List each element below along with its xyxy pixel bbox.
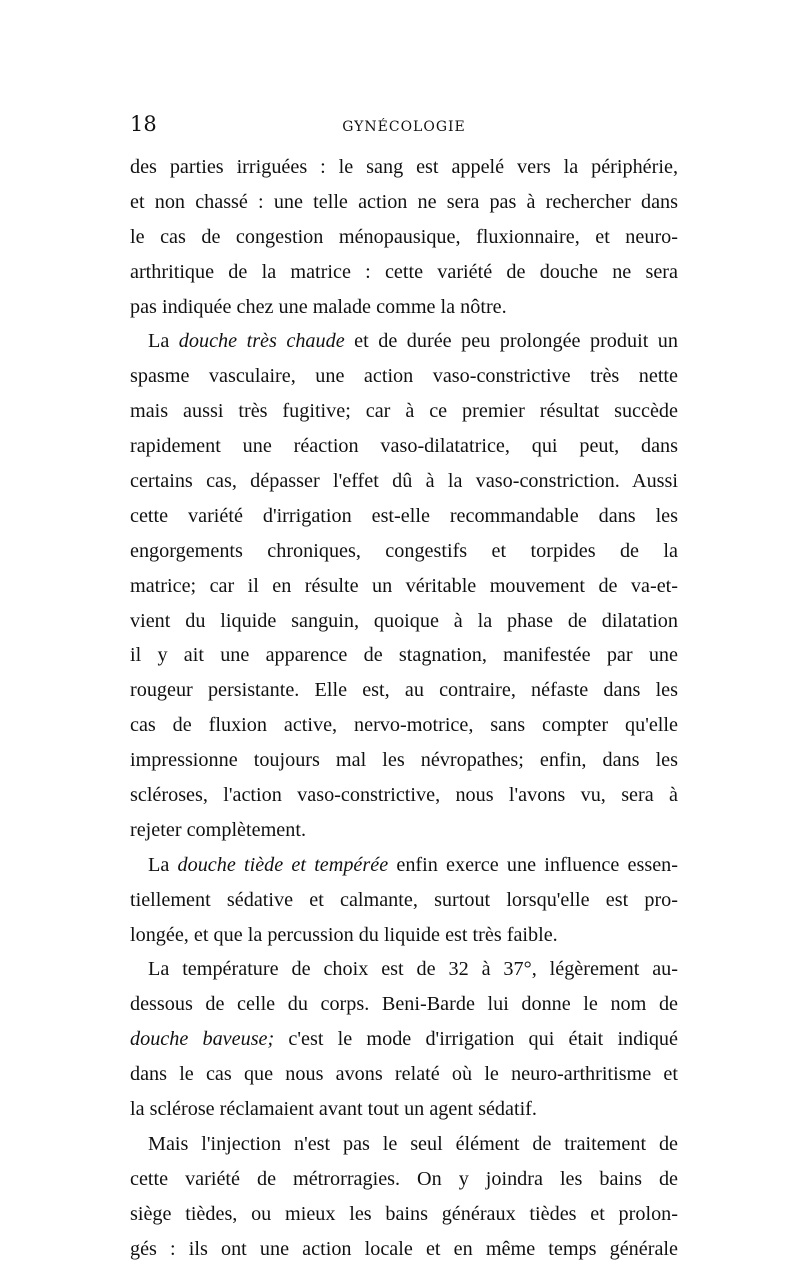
text-line (130, 987, 678, 1022)
running-header (130, 112, 678, 142)
text-run: des parties irriguées : le sang est appelé vers la périphérie, (130, 156, 678, 178)
text-line (130, 185, 678, 220)
italic-term: douche très chaude (178, 330, 345, 353)
text-run: arthritique de la matrice : cette variété de douche ne sera (130, 260, 678, 283)
text-line (130, 220, 678, 255)
page-number: 18 (130, 112, 157, 136)
text-line (130, 813, 678, 848)
text-run: longée, et que la percussion du liquide est très faible. (130, 923, 558, 946)
italic-term: douche baveuse; (130, 1028, 275, 1051)
text-run: mais aussi très fugitive; car à ce premier résultat succède (130, 400, 678, 423)
running-title: GYNÉCOLOGIE (342, 119, 466, 135)
text-run: gés : ils ont une action locale et en même temps générale (130, 1237, 678, 1260)
text-run: Mais l'injection n'est pas le seul élément de traitement de (148, 1132, 678, 1155)
text-line (130, 255, 678, 290)
text-run: rougeur persistante. Elle est, au contraire, néfaste dans les (130, 679, 678, 702)
text-run: rejeter complètement. (130, 818, 306, 841)
text-line (130, 918, 678, 953)
text-line (130, 883, 678, 918)
text-run: matrice; car il en résulte un véritable mouvement de va-et- (130, 574, 678, 597)
text-line (130, 604, 678, 639)
text-line (130, 499, 678, 534)
text-run: vient du liquide sanguin, quoique à la phase de dilatation (130, 609, 678, 632)
text-line (130, 848, 678, 883)
text-run: certains cas, dépasser l'effet dû à la vaso-constriction. Aussi (130, 470, 678, 493)
text-run: La (148, 853, 178, 876)
text-line (130, 150, 678, 185)
body-text (130, 150, 678, 1267)
text-run: et de durée peu prolongée produit un (344, 330, 678, 353)
text-line (130, 464, 678, 499)
text-run: le cas de congestion ménopausique, fluxionnaire, et neuro- (130, 225, 678, 248)
text-line (130, 569, 678, 604)
text-run: cette variété de métrorragies. On y joindra les bains de (130, 1167, 678, 1190)
text-run: siège tièdes, ou mieux les bains généraux tièdes et prolon- (130, 1202, 678, 1225)
text-run: cette variété d'irrigation est-elle recommandable dans les (130, 504, 678, 527)
text-line (130, 359, 678, 394)
text-line (130, 1057, 678, 1092)
text-run: tiellement sédative et calmante, surtout lorsqu'elle est pro- (130, 888, 678, 911)
text-line (130, 429, 678, 464)
text-line (130, 394, 678, 429)
text-line (130, 1092, 678, 1127)
text-line (130, 743, 678, 778)
text-line (130, 673, 678, 708)
text-run: la sclérose réclamaient avant tout un agent sédatif. (130, 1098, 537, 1121)
text-run: pas indiquée chez une malade comme la nôtre. (130, 295, 507, 318)
text-line (130, 638, 678, 673)
text-run: rapidement une réaction vaso-dilatatrice, qui peut, dans (130, 435, 678, 458)
text-run: La (148, 330, 179, 353)
text-run: il y ait une apparence de stagnation, manifestée par une (130, 644, 678, 667)
text-line (130, 534, 678, 569)
text-line (130, 1022, 678, 1057)
text-run: c'est le mode d'irrigation qui était indiqué (274, 1028, 678, 1051)
text-line (130, 1162, 678, 1197)
text-run: dans le cas que nous avons relaté où le neuro-arthritisme et (130, 1063, 678, 1086)
text-line (130, 708, 678, 743)
text-line (130, 1127, 678, 1162)
text-line (130, 778, 678, 813)
text-line (130, 290, 678, 325)
text-line (130, 952, 678, 987)
italic-term: douche tiède et tempérée (177, 853, 389, 876)
text-run: engorgements chroniques, congestifs et torpides de la (130, 539, 678, 562)
text-run: cas de fluxion active, nervo-motrice, sans compter qu'elle (130, 714, 678, 737)
text-run: La température de choix est de 32 à 37°, légèrement au- (148, 958, 678, 981)
text-run: spasme vasculaire, une action vaso-constrictive très nette (130, 365, 678, 388)
text-run: et non chassé : une telle action ne sera pas à rechercher dans (130, 190, 678, 213)
text-run: dessous de celle du corps. Beni-Barde lui donne le nom de (130, 993, 678, 1016)
text-line (130, 324, 678, 359)
text-run: scléroses, l'action vaso-constrictive, nous l'avons vu, sera à (130, 784, 678, 807)
text-line (130, 1232, 678, 1267)
text-line (130, 1197, 678, 1232)
text-run: enfin exerce une influence essen- (388, 853, 678, 876)
text-run: impressionne toujours mal les névropathes; enfin, dans les (130, 749, 678, 772)
